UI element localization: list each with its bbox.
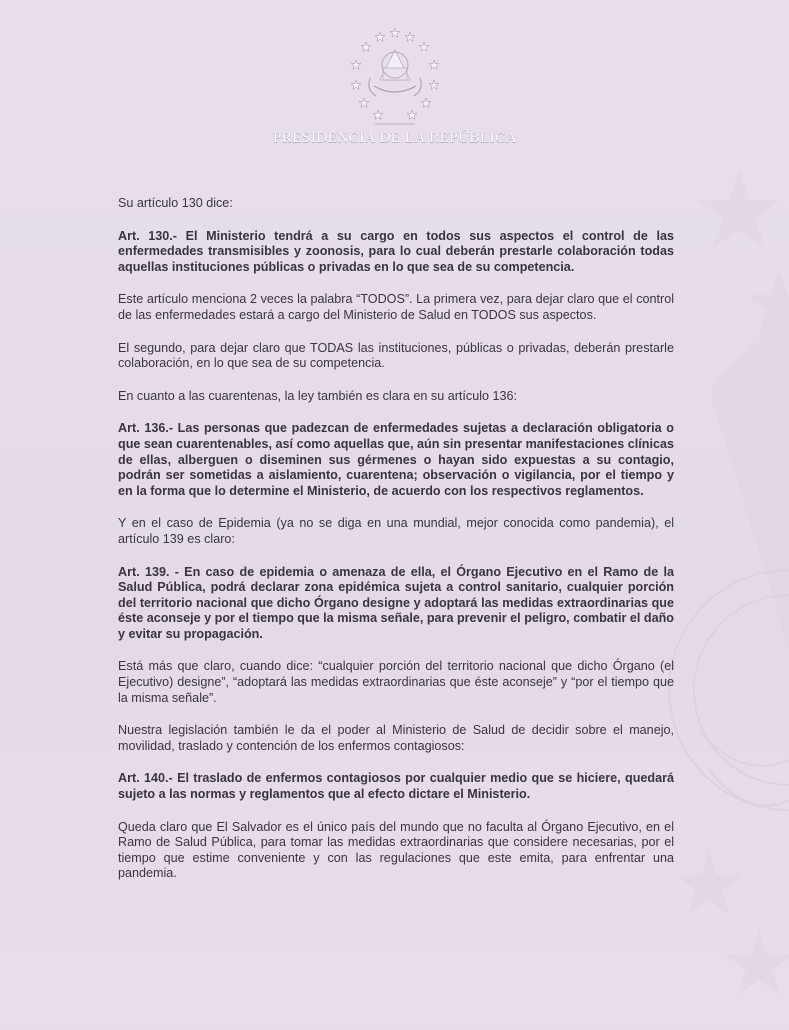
coat-of-arms-icon [330, 28, 460, 128]
paragraph: En cuanto a las cuarentenas, la ley también es clara en su artículo 136: [118, 388, 518, 403]
paragraph: Nuestra legislación también le da el poder al Ministerio de Salud de decidir sobre el manejo, movilidad, traslado y contención de los enfermos contagiosos: [118, 723, 674, 753]
paragraph: Este artículo menciona 2 veces la palabra “TODOS”. La primera vez, para dejar claro que el control de las enfermedades estará a cargo del Ministerio de Salud en TODOS sus aspectos. [118, 292, 674, 322]
paragraph: Queda claro que El Salvador es el único país del mundo que no faculta al Órgano Ejecutivo, en el Ramo de Salud Pública, para tomar las medidas extraordinarias que considere necesarias, por el tiempo que estime conveniente y con las regulaciones que este emita, para enfrentar una pandemia. [118, 819, 674, 881]
article-paragraph: Art. 140.- El traslado de enfermos contagiosos por cualquier medio que se hiciere, quedará sujeto a las normas y reglamentos que al efecto dictare el Ministerio. [118, 771, 674, 802]
article-paragraph: Art. 139. - En caso de epidemia o amenaza de ella, el Órgano Ejecutivo en el Ramo de la Salud Pública, podrá declarar zona epidémica sujeta a control sanitario, cualquier porción del territorio nacional que dicho Órgano designe y adoptará las medidas extraordinarias que éste aconseje y por el tiempo que la misma señale, para prevenir el peligro, combatir el daño y evitar su propagación. [118, 564, 674, 641]
article-paragraph: Art. 136.- Las personas que padezcan de enfermedades sujetas a declaración obligatoria o que sean cuarentenables, así como aquellas que, aún sin presentar manifestaciones clínicas de ellas, alberguen o diseminen sus gérmenes o hayan sido expuestas a su contagio, podrán ser sometidas a aislamiento, cuarentena; observación o vigilancia, por el tiempo y en la forma que lo determine el Ministerio, de acuerdo con los respectivos reglamentos. [118, 421, 674, 498]
article-paragraph: Art. 130.- El Ministerio tendrá a su cargo en todos sus aspectos el control de las enfermedades transmisibles y zoonosis, para lo cual deberán prestarle colaboración todas aquellas instituciones públicas o privadas en lo que sea de su competencia. [118, 228, 674, 274]
paragraph: El segundo, para dejar claro que TODAS las instituciones, públicas o privadas, deberán prestarle colaboración, en lo que sea de su competencia. [118, 340, 674, 371]
paragraph: Su artículo 130 dice: [118, 196, 233, 210]
paragraph: Y en el caso de Epidemia (ya no se diga en una mundial, mejor conocida como pandemia), el artículo 139 es claro: [118, 516, 674, 546]
paragraph: Está más que claro, cuando dice: “cualquier porción del territorio nacional que dicho Órgano (el Ejecutivo) designe”, “adoptará las medidas extraordinarias que éste aconseje” y “por el tiempo que la misma señale”. [118, 659, 674, 705]
letterhead-title: PRESIDENCIA DE LA REPÚBLICA [273, 130, 517, 146]
document-body [118, 196, 674, 899]
